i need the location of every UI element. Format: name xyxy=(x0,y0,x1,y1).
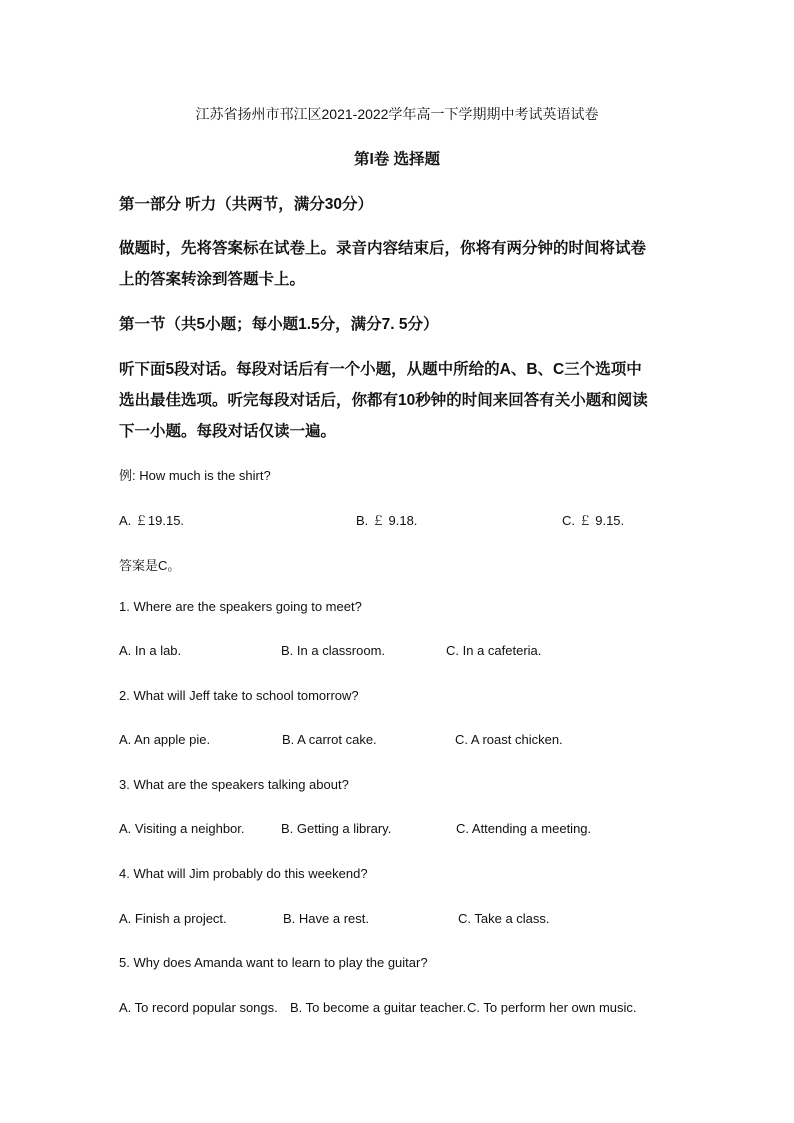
volume-heading: 第I卷 选择题 xyxy=(353,151,441,168)
example-answer: 答案是C。 xyxy=(119,558,181,573)
q1-option-c: C. In a cafeteria. xyxy=(446,643,542,658)
document-title: 江苏省扬州市邗江区2021-2022学年高一下学期期中考试英语试卷 xyxy=(195,106,599,122)
q1-option-b: B. In a classroom. xyxy=(281,643,386,658)
section1-line-2: 选出最佳选项。听完每段对话后，你都有10秒钟的时间来回答有关小题和阅读 xyxy=(119,392,648,409)
q3-option-b: B. Getting a library. xyxy=(281,821,392,836)
instruction-line-2: 上的答案转涂到答题卡上。 xyxy=(119,271,306,288)
q2-option-b: B. A carrot cake. xyxy=(282,732,377,747)
section1-line-3: 下一小题。每段对话仅读一遍。 xyxy=(119,423,337,440)
instruction-line-1: 做题时，先将答案标在试卷上。录音内容结束后，你将有两分钟的时间将试卷 xyxy=(119,240,647,257)
q5-option-b: B. To become a guitar teacher. xyxy=(290,1000,467,1015)
part1-heading: 第一部分 听力（共两节，满分30分） xyxy=(119,196,374,213)
example-question: 例: How much is the shirt? xyxy=(119,468,271,483)
section1-heading: 第一节（共5小题；每小题1.5分，满分7. 5分） xyxy=(119,316,439,333)
q4-option-a: A. Finish a project. xyxy=(119,911,227,926)
q1-option-a: A. In a lab. xyxy=(119,643,182,658)
example-option-a: A. ￡19.15. xyxy=(119,513,185,528)
q4-option-c: C. Take a class. xyxy=(458,911,550,926)
example-option-b: B. ￡ 9.18. xyxy=(356,513,418,528)
question-3: 3. What are the speakers talking about? xyxy=(119,777,349,792)
question-1: 1. Where are the speakers going to meet? xyxy=(119,599,362,614)
q2-option-a: A. An apple pie. xyxy=(119,732,211,747)
q2-option-c: C. A roast chicken. xyxy=(455,732,563,747)
q4-option-b: B. Have a rest. xyxy=(283,911,369,926)
q3-option-c: C. Attending a meeting. xyxy=(456,821,592,836)
q3-option-a: A. Visiting a neighbor. xyxy=(119,821,245,836)
example-option-c: C. ￡ 9.15. xyxy=(562,513,625,528)
q5-option-a: A. To record popular songs. xyxy=(119,1000,278,1015)
question-5: 5. Why does Amanda want to learn to play the guitar? xyxy=(119,955,428,970)
q5-option-c: C. To perform her own music. xyxy=(467,1000,637,1015)
question-2: 2. What will Jeff take to school tomorrow? xyxy=(119,688,359,703)
section1-line-1: 听下面5段对话。每段对话后有一个小题，从题中所给的A、B、C三个选项中 xyxy=(119,361,642,378)
question-4: 4. What will Jim probably do this weekend? xyxy=(119,866,368,881)
